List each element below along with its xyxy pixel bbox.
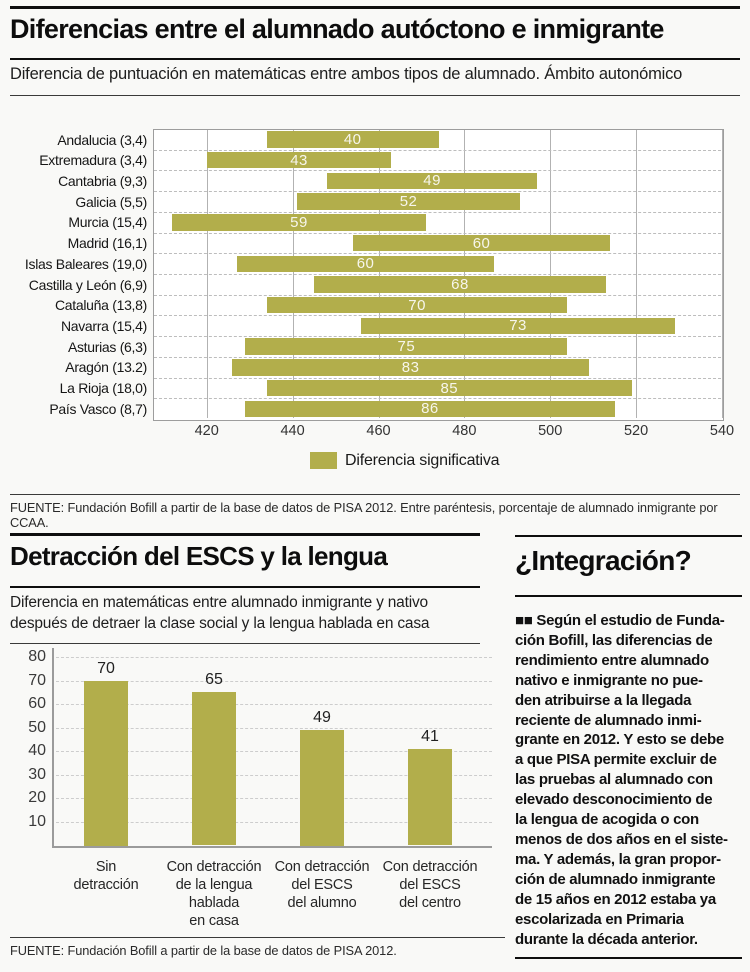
bar-value-label: 49: [423, 172, 441, 190]
row-separator: [154, 191, 721, 192]
y-axis-line: [52, 648, 54, 847]
section2-title: Detracción del ESCS y la lengua: [10, 541, 388, 571]
row-separator: [154, 170, 721, 171]
row-separator: [154, 150, 721, 151]
region-bar: [297, 193, 520, 210]
bar-value-label: 70: [408, 296, 426, 314]
bar-value-label: 40: [343, 130, 362, 148]
x-axis-tick-label: 460: [366, 423, 391, 439]
y-gridline: [56, 657, 492, 658]
region-bar: [237, 256, 495, 273]
region-bar: [267, 131, 439, 148]
row-separator: [154, 357, 721, 358]
y-axis-tick-label: 50: [28, 718, 46, 736]
bar-value-label: 41: [421, 727, 439, 745]
row-separator: [154, 212, 721, 213]
x-axis-tick-label: 440: [280, 423, 305, 439]
y-axis-tick-label: 20: [28, 789, 46, 807]
bar-value-label: 83: [401, 358, 420, 376]
integration-bottom-rule: [515, 957, 742, 959]
region-row-label: Cataluña (13,8): [54, 297, 147, 314]
x-gridline: [722, 130, 723, 418]
region-row-label: Extremadura (3,4): [39, 152, 147, 169]
region-row-label: Aragón (13.2): [65, 359, 147, 376]
integration-title-divider: [515, 595, 742, 597]
page-title: Diferencias entre el alumnado autóctono e inmigrante: [10, 14, 664, 44]
bar-value-label: 60: [472, 234, 491, 252]
row-separator: [154, 274, 721, 275]
bar-value-label: 65: [205, 671, 223, 689]
integration-paragraph: ■■ Según el estudio de Funda- ción Bofill, las diferencias de rendimiento entre alumnado nativo e inmigrante no pue- den atribuirse a la llegada reciente de alumnado inmi- grante en 2012. Y esto se debe a que PISA permite excluir de las pruebas al alumnado con elevado desconocimiento de la lengua de acogida o con menos de dos años en el siste- ma. Y además, la gran propor- ción de alumnado inmigrante de 15 años en 2012 estaba ya escolarizada en Primaria durante la década anterior.: [515, 612, 728, 948]
chart2-source-note: FUENTE: Fundación Bofill a partir de la base de datos de PISA 2012.: [10, 943, 397, 958]
region-bar: [353, 235, 611, 252]
region-bar: [327, 173, 537, 190]
bar-value-label: 59: [290, 213, 308, 231]
y-axis-tick-label: 60: [28, 695, 46, 713]
row-separator: [154, 378, 721, 379]
x-axis-tick-label: 420: [194, 423, 219, 439]
bar-value-label: 73: [509, 317, 527, 335]
detraction-bar: [300, 730, 344, 846]
bar-value-label: 85: [440, 379, 459, 397]
y-axis-tick-label: 70: [28, 671, 46, 689]
region-bar: [232, 359, 588, 376]
chart2-footer-divider: [10, 937, 505, 938]
x-axis-tick-label: 500: [538, 423, 563, 439]
category-label: Con detracción de la lengua hablada en casa: [166, 859, 262, 929]
row-separator: [154, 233, 721, 234]
y-axis-tick-label: 40: [28, 742, 46, 760]
row-separator: [154, 315, 721, 316]
bar-value-label: 43: [290, 151, 308, 169]
region-bar: [245, 401, 614, 418]
category-label: Sin detracción: [73, 859, 139, 893]
region-row-label: Islas Baleares (19,0): [24, 255, 147, 272]
y-axis-tick-label: 30: [28, 765, 46, 783]
region-row-label: La Rioja (18,0): [59, 380, 147, 397]
bar-value-label: 75: [397, 338, 416, 356]
integration-title: ¿Integración?: [515, 545, 692, 576]
row-separator: [154, 253, 721, 254]
legend-label: Diferencia significativa: [345, 452, 500, 469]
y-axis-tick-label: 80: [28, 647, 46, 665]
region-bar: [267, 297, 568, 314]
region-row-label: Murcia (15,4): [68, 214, 147, 231]
region-bar: [267, 380, 632, 397]
row-separator: [154, 295, 721, 296]
x-axis-tick-label: 480: [452, 423, 477, 439]
region-row-label: Asturias (6,3): [67, 338, 147, 355]
region-bar: [207, 152, 392, 169]
y-axis-tick-label: 10: [28, 812, 46, 830]
region-row-label: Andalucia (3,4): [57, 131, 147, 148]
bar-value-label: 70: [97, 659, 115, 677]
x-axis-tick-label: 520: [623, 423, 649, 439]
integration-top-rule: [515, 535, 742, 537]
detraction-bar: [84, 681, 128, 846]
bar-value-label: 49: [313, 709, 331, 726]
row-separator: [154, 336, 721, 337]
bar-value-label: 86: [421, 400, 439, 418]
detraction-bar: [192, 692, 236, 845]
region-row-label: Galicia (5,5): [75, 193, 147, 210]
category-label: Con detracción del ESCS del alumno: [274, 859, 370, 911]
region-row-label: Navarra (15,4): [60, 317, 147, 334]
x-axis-tick-label: 540: [709, 423, 735, 439]
region-bar: [361, 318, 675, 335]
region-row-label: Cantabria (9,3): [58, 172, 147, 189]
section2-subtitle-line1: Diferencia en matemáticas entre alumnado inmigrante y nativo: [10, 594, 428, 611]
detraction-bar: [408, 749, 452, 846]
section2-subtitle-line2: después de detraer la clase social y la lengua hablada en casa: [10, 615, 430, 632]
category-label: Con detracción del ESCS del centro: [382, 859, 478, 911]
bar-value-label: 60: [356, 255, 375, 273]
chart1-source-note: FUENTE: Fundación Bofill a partir de la base de datos de PISA 2012. Entre paréntesis, porcentaje de alumnado inmigrante por CCAA.: [10, 500, 718, 530]
bar-value-label: 68: [451, 275, 469, 293]
x-axis-line: [52, 846, 492, 848]
region-bar: [314, 276, 606, 293]
region-row-label: Madrid (16,1): [67, 235, 147, 252]
region-bar: [245, 338, 567, 355]
page-subtitle: Diferencia de puntuación en matemáticas entre ambos tipos de alumnado. Ámbito autonómico: [10, 65, 683, 83]
bar-value-label: 52: [399, 193, 418, 211]
region-row-label: País Vasco (8,7): [49, 400, 147, 417]
region-bar: [172, 214, 425, 231]
region-row-label: Castilla y León (6,9): [28, 276, 147, 293]
row-separator: [154, 398, 721, 399]
